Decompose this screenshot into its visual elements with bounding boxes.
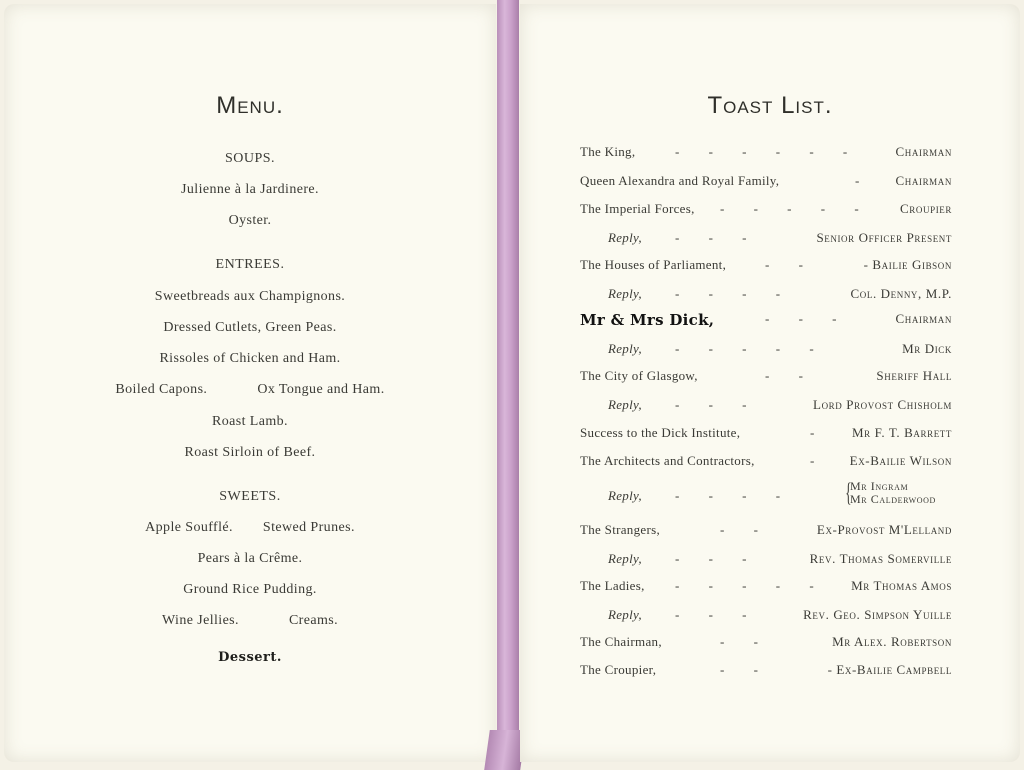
dash-leader: - - [720, 662, 758, 677]
toast-speaker: Chairman [895, 173, 952, 188]
dash-leader: - [810, 425, 815, 440]
toast-row [580, 201, 952, 221]
toast-row [580, 286, 952, 306]
menu-item: Creams. [288, 613, 339, 628]
menu-item-pair [4, 613, 496, 629]
menu-item: Ox Tongue and Ham. [257, 382, 385, 397]
toast-speaker: Mr Ingram [850, 479, 909, 493]
toast-row [580, 368, 952, 388]
toast-speaker: Chairman [895, 144, 952, 159]
menu-item: Pears à la Crême. [197, 551, 303, 566]
toast-speaker: - Bailie Gibson [863, 257, 952, 272]
toast-row [580, 478, 952, 508]
menu-item: Stewed Prunes. [262, 520, 355, 535]
dash-leader: - - - - [675, 488, 781, 503]
menu-item: Roast Lamb. [212, 414, 288, 429]
dash-leader: - - [765, 257, 803, 272]
reply-label: Reply, [608, 341, 642, 356]
toast-speaker: Senior Officer Present [816, 230, 952, 245]
dash-leader: - - - [675, 551, 747, 566]
toast-row [580, 144, 952, 164]
toast-row [580, 578, 952, 598]
toast-speaker: Col. Denny, M.P. [850, 286, 952, 301]
toast-speaker: Mr Calderwood [850, 492, 936, 506]
reply-label: Reply, [608, 397, 642, 412]
toast-row [580, 397, 952, 417]
entrees-heading: ENTREES. [215, 257, 285, 272]
toast-speaker: Rev. Geo. Simpson Yuille [803, 607, 952, 622]
toast-list-page [520, 4, 1020, 762]
toast-speaker: Ex-Bailie Wilson [849, 453, 952, 468]
toast-row [580, 551, 952, 571]
toast-name: Success to the Dick Institute, [580, 425, 741, 440]
toast-name: The Chairman, [580, 634, 662, 649]
menu-item: Boiled Capons. [115, 382, 208, 397]
toast-row [580, 522, 952, 542]
menu-item-pair [4, 382, 496, 398]
reply-label: Reply, [608, 607, 642, 622]
menu-item: Wine Jellies. [161, 613, 239, 628]
toast-row [580, 173, 952, 193]
reply-label: Reply, [608, 230, 642, 245]
dash-leader: - - [720, 522, 758, 537]
grouped-speakers [845, 478, 952, 507]
reply-label: Reply, [608, 286, 642, 301]
toast-speaker: Mr Dick [902, 341, 952, 356]
toast-name: Queen Alexandra and Royal Family, [580, 173, 780, 188]
toast-row [580, 634, 952, 654]
brace-icon: { [845, 478, 852, 507]
toast-name: The Strangers, [580, 522, 661, 537]
menu-item: Sweetbreads aux Champignons. [154, 289, 346, 304]
toast-speaker: Croupier [900, 201, 952, 216]
toast-speaker: - Ex-Bailie Campbell [827, 662, 952, 677]
toast-row [580, 607, 952, 627]
toast-speaker: Mr F. T. Barrett [851, 425, 952, 440]
menu-item: Rissoles of Chicken and Ham. [159, 351, 341, 366]
dash-leader: - - [765, 368, 803, 383]
toast-row [580, 662, 952, 682]
dash-leader: - - - [765, 311, 837, 326]
menu-item: Roast Sirloin of Beef. [184, 445, 316, 460]
toast-speaker: Mr Alex. Robertson [832, 634, 952, 649]
dash-leader: - [855, 173, 860, 188]
toast-speaker: Rev. Thomas Somerville [809, 551, 952, 566]
menu-item: Oyster. [228, 213, 272, 228]
menu-title: Menu. [216, 92, 284, 119]
toast-name: The Croupier, [580, 662, 657, 677]
menu-item: Apple Soufflé. [145, 520, 233, 535]
toast-row [580, 341, 952, 361]
toast-row [580, 425, 952, 445]
dash-leader: - - - - [675, 286, 781, 301]
toast-name: The City of Glasgow, [580, 368, 698, 383]
toast-name: The Houses of Parliament, [580, 257, 727, 272]
dash-leader: - - - [675, 230, 747, 245]
menu-item: Ground Rice Pudding. [183, 582, 317, 597]
toast-speaker: Chairman [895, 311, 952, 326]
toast-name: The Ladies, [580, 578, 645, 593]
toast-row [580, 257, 952, 277]
toast-row [580, 230, 952, 250]
toast-speaker: Sheriff Hall [876, 368, 952, 383]
toast-speaker: Mr Thomas Amos [851, 578, 952, 593]
toast-speaker: Ex-Provost M'Lelland [816, 522, 952, 537]
dash-leader: - - - - - [675, 578, 814, 593]
dessert-label: Dessert. [218, 650, 282, 665]
toast-name: The King, [580, 144, 636, 159]
toast-speaker: Lord Provost Chisholm [813, 397, 952, 412]
dash-leader: - [810, 453, 815, 468]
dash-leader: - - [720, 634, 758, 649]
dash-leader: - - - - - [675, 341, 814, 356]
menu-item: Julienne à la Jardinere. [181, 182, 319, 197]
toast-name-highlighted: Mr & Mrs Dick, [580, 311, 715, 329]
soups-heading: SOUPS. [224, 151, 276, 166]
menu-page [4, 4, 496, 762]
dash-leader: - - - - - [720, 201, 859, 216]
sweets-heading: SWEETS. [219, 489, 281, 504]
menu-item: Dressed Cutlets, Green Peas. [163, 320, 337, 335]
toast-name: The Imperial Forces, [580, 201, 695, 216]
reply-label: Reply, [608, 488, 642, 503]
toast-list-title: Toast List. [707, 92, 833, 119]
reply-label: Reply, [608, 551, 642, 566]
menu-item-pair [4, 520, 496, 536]
dash-leader: - - - - - - [675, 144, 848, 159]
dash-leader: - - - [675, 397, 747, 412]
bookmark-ribbon [497, 0, 519, 770]
toast-row [580, 311, 952, 331]
toast-row [580, 453, 952, 473]
toast-name: The Architects and Contractors, [580, 453, 755, 468]
dash-leader: - - - [675, 607, 747, 622]
